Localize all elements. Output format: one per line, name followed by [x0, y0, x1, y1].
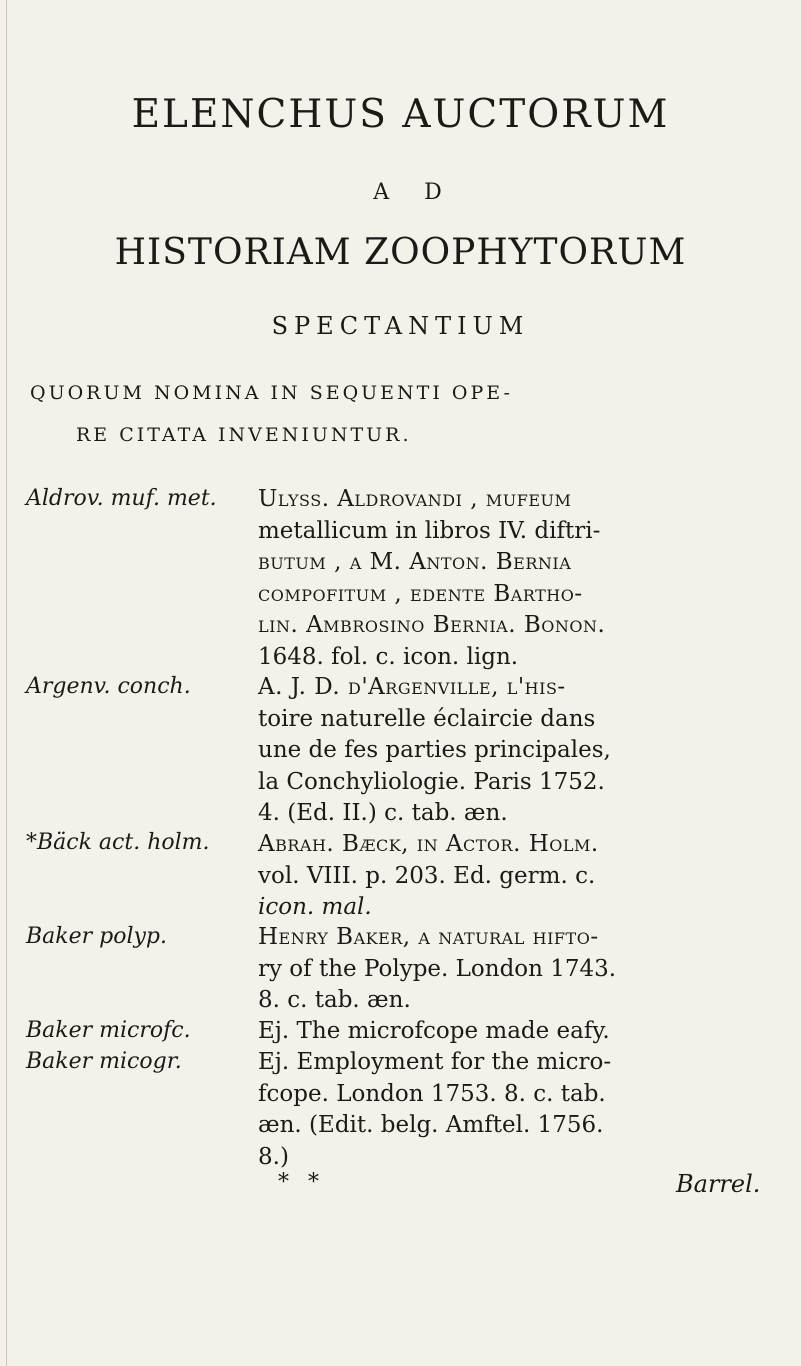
entry-baker-polyp	[258, 922, 778, 1017]
entry-baker-employment	[258, 1047, 778, 1173]
signature-stars: * *	[278, 1170, 325, 1195]
entry-line: Ulyss. Aldrovandi , mufeum	[258, 486, 572, 512]
entry-baeck	[258, 829, 778, 924]
abbr-aldrov: Aldrov. muf. met.	[26, 486, 217, 511]
entry-line: 8.)	[258, 1143, 289, 1170]
entry-line: toire naturelle éclaircie dans	[258, 705, 596, 732]
abbr-baker-microfc: Baker microfc.	[26, 1018, 191, 1043]
subtitle-line-1: QUORUM NOMINA IN SEQUENTI OPE-	[30, 382, 513, 404]
entry-line: compofitum , edente Bartho-	[258, 580, 583, 607]
entry-aldrovandi	[258, 484, 778, 673]
entry-line: Ej. Employment for the micro-	[258, 1049, 612, 1075]
catchword: Barrel.	[676, 1170, 761, 1198]
abbr-argenv: Argenv. conch.	[26, 674, 191, 699]
entry-line: Abrah. Bæck, in Actor. Holm.	[258, 831, 599, 857]
entry-line: 8. c. tab. æn.	[258, 987, 411, 1013]
entry-line: fcope. London 1753. 8. c. tab.	[258, 1080, 606, 1107]
title-elenchus-auctorum: ELENCHUS AUCTORUM	[131, 92, 670, 137]
entry-line: lin. Ambrosino Bernia. Bonon.	[258, 612, 606, 638]
entry-line: la Conchyliologie. Paris 1752.	[258, 768, 605, 795]
entry-line: metallicum in libros IV. diftri-	[258, 517, 601, 544]
entry-line: icon. mal.	[258, 894, 372, 920]
page-footer	[278, 1170, 761, 1200]
entry-line: butum , a M. Anton. Bernia	[258, 549, 572, 575]
entry-argenville	[258, 672, 778, 830]
entry-line: 1648. fol. c. icon. lign.	[258, 643, 519, 670]
abbr-baker-polyp: Baker polyp.	[26, 924, 168, 949]
title-spectantium: SPECTANTIUM	[271, 312, 530, 340]
entry-line: æn. (Edit. belg. Amftel. 1756.	[258, 1112, 604, 1138]
entry-line: A. J. D. d'Argenville, l'his-	[258, 674, 566, 700]
subtitle-line-2: RE CITATA INVENIUNTUR.	[76, 424, 412, 446]
abbr-baker-micogr: Baker micogr.	[26, 1049, 182, 1074]
entry-baker-microscope	[258, 1016, 778, 1048]
entry-line: une de fes parties principales,	[258, 737, 611, 763]
abbr-baeck: *Bäck act. holm.	[26, 830, 210, 855]
entry-line: Ej. The microfcope made eafy.	[258, 1018, 610, 1044]
entry-line: 4. (Ed. II.) c. tab. æn.	[258, 800, 508, 826]
entry-line: vol. VIII. p. 203. Ed. germ. c.	[258, 862, 596, 889]
entry-line: Henry Baker, a natural hifto-	[258, 924, 599, 950]
title-historiam-zoophytorum: HISTORIAM ZOOPHYTORUM	[114, 232, 687, 273]
entry-line: ry of the Polype. London 1743.	[258, 955, 617, 982]
title-ad: A D	[373, 180, 456, 205]
